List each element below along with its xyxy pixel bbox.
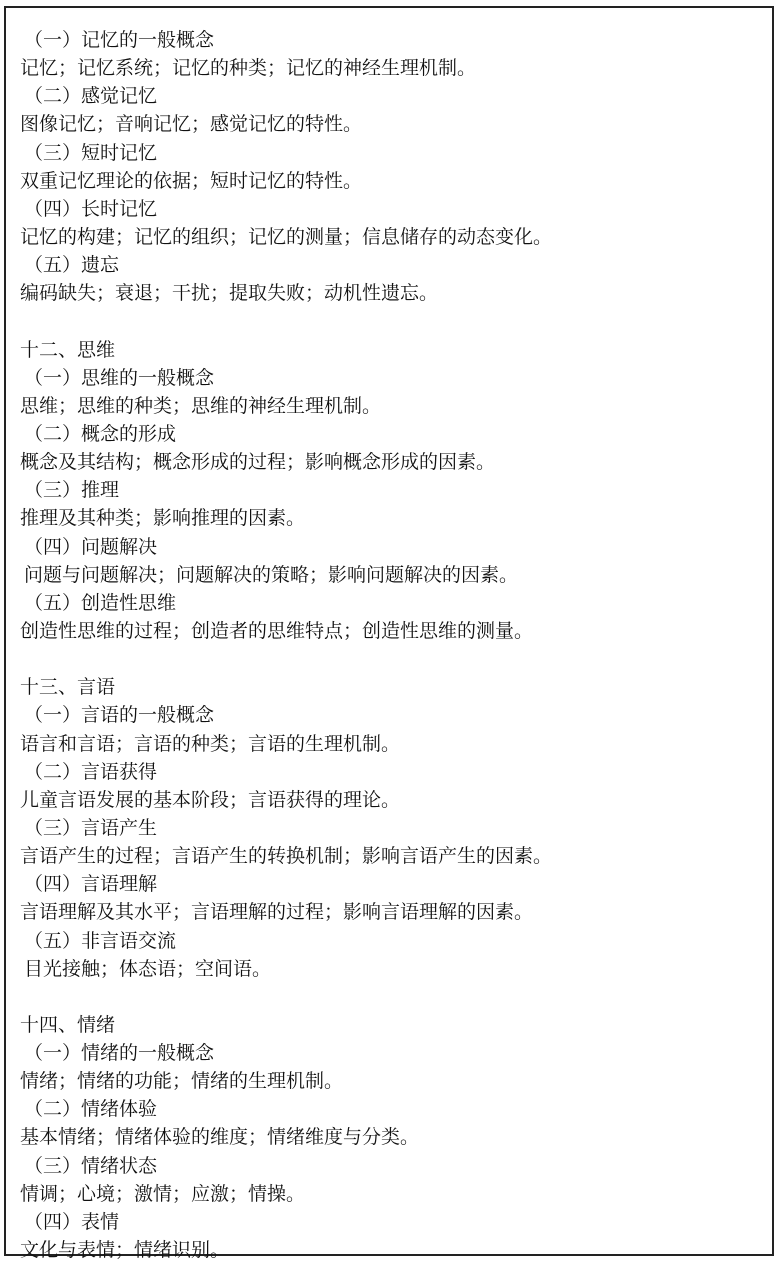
section-content: 双重记忆理论的依据；短时记忆的特性。: [20, 169, 363, 192]
section-content: 儿童言语发展的基本阶段；言语获得的理论。: [20, 788, 401, 811]
section-content: 言语产生的过程；言语产生的转换机制；影响言语产生的因素。: [20, 845, 553, 868]
section-heading: （三）言语产生: [24, 816, 158, 839]
blank-line: [20, 983, 772, 1011]
section-content: 言语理解及其水平；言语理解的过程；影响言语理解的因素。: [20, 901, 534, 924]
document-body: [20, 26, 772, 1264]
section-content: 概念及其结构；概念形成的过程；影响概念形成的因素。: [20, 451, 496, 474]
document-frame: [4, 6, 774, 1262]
section-heading: （四）言语理解: [24, 873, 158, 896]
section-heading: （五）非言语交流: [24, 929, 177, 952]
section-content: 文化与表情；情绪识别。: [20, 1239, 230, 1262]
section-heading: （四）长时记忆: [24, 197, 158, 220]
section-heading: （一）情绪的一般概念: [24, 1042, 215, 1065]
section-heading: （四）表情: [24, 1210, 120, 1233]
section-content: 图像记忆；音响记忆；感觉记忆的特性。: [20, 113, 363, 136]
section-content: 编码缺失；衰退；干扰；提取失败；动机性遗忘。: [20, 282, 439, 305]
chapter-heading: 十四、情绪: [20, 1013, 116, 1036]
section-content: 情绪；情绪的功能；情绪的生理机制。: [20, 1070, 344, 1093]
section-content: 目光接触；体态语；空间语。: [24, 957, 272, 980]
section-heading: （五）遗忘: [24, 254, 120, 277]
section-heading: （二）感觉记忆: [24, 85, 158, 108]
section-content: 思维；思维的种类；思维的神经生理机制。: [20, 394, 382, 417]
section-content: 基本情绪；情绪体验的维度；情绪维度与分类。: [20, 1126, 420, 1149]
section-content: 情调；心境；激情；应激；情操。: [20, 1182, 306, 1205]
section-heading: （五）创造性思维: [24, 591, 177, 614]
section-content: 创造性思维的过程；创造者的思维特点；创造性思维的测量。: [20, 619, 534, 642]
section-heading: （一）言语的一般概念: [24, 704, 215, 727]
section-content: 记忆的构建；记忆的组织；记忆的测量；信息储存的动态变化。: [20, 225, 553, 248]
section-heading: （二）概念的形成: [24, 422, 177, 445]
section-heading: （三）推理: [24, 479, 120, 502]
section-heading: （二）情绪体验: [24, 1098, 158, 1121]
section-content: 推理及其种类；影响推理的因素。: [20, 507, 306, 530]
section-content: 记忆；记忆系统；记忆的种类；记忆的神经生理机制。: [20, 57, 477, 80]
section-content: 语言和言语；言语的种类；言语的生理机制。: [20, 732, 401, 755]
chapter-heading: 十三、言语: [20, 676, 116, 699]
section-heading: （三）短时记忆: [24, 141, 158, 164]
section-content: 问题与问题解决；问题解决的策略；影响问题解决的因素。: [24, 563, 519, 586]
section-heading: （一）思维的一般概念: [24, 366, 215, 389]
section-heading: （四）问题解决: [24, 535, 158, 558]
blank-line: [20, 645, 772, 673]
section-heading: （二）言语获得: [24, 760, 158, 783]
chapter-heading: 十二、思维: [20, 338, 116, 361]
section-heading: （一）记忆的一般概念: [24, 29, 215, 51]
blank-line: [20, 307, 772, 335]
section-heading: （三）情绪状态: [24, 1154, 158, 1177]
